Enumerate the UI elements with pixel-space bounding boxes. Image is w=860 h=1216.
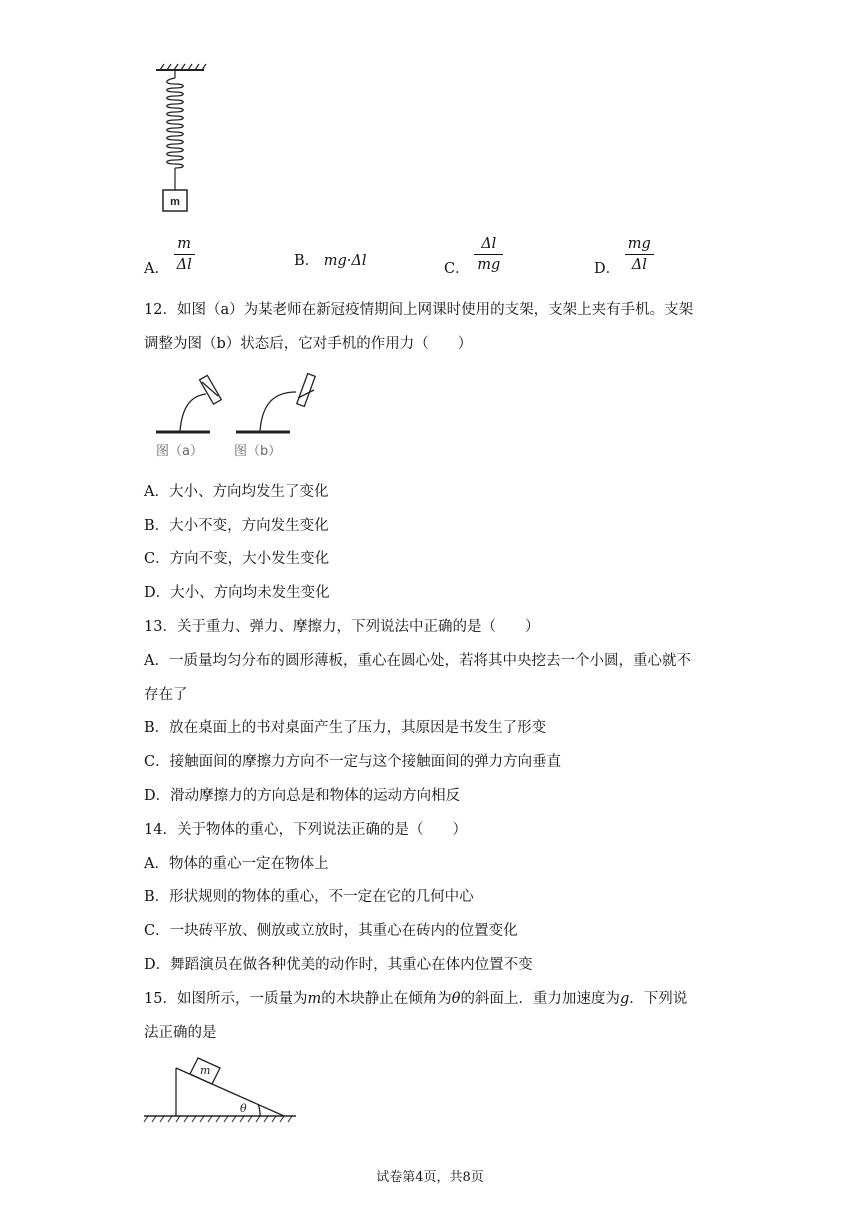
q13-stem: 13．关于重力、弹力、摩擦力，下列说法中正确的是（ ） <box>144 619 540 635</box>
q12-stem-line2: 调整为图（b）状态后，它对手机的作用力（ ） <box>144 336 473 352</box>
q11-option-d <box>594 236 654 277</box>
denominator: Δl <box>176 257 192 273</box>
q14-option-d: D．舞蹈演员在做各种优美的动作时，其重心在体内位置不变 <box>144 957 533 973</box>
q13-option-a-line2: 存在了 <box>144 687 188 703</box>
q14-option-a: A．物体的重心一定在物体上 <box>144 856 329 872</box>
q12-stem-line1: 12．如图（a）为某老师在新冠疫情期间上网课时使用的支架，支架上夹有手机。支架 <box>144 302 694 318</box>
option-label: A． <box>144 260 169 277</box>
q12-option-c: C．方向不变，大小发生变化 <box>144 551 330 567</box>
fraction <box>174 236 195 273</box>
q15-stem-part: 的斜面上．重力加速度为 <box>460 991 620 1007</box>
incline-mass-label: m <box>200 1064 211 1077</box>
q13-option-d: D．滑动摩擦力的方向总是和物体的运动方向相反 <box>144 788 461 804</box>
q12-option-b: B．大小不变，方向发生变化 <box>144 518 329 534</box>
numerator: Δl <box>474 236 503 255</box>
numerator: mg <box>625 236 654 255</box>
spring-mass-label: m <box>170 196 180 208</box>
page-footer: 试卷第4页，共8页 <box>376 1170 484 1185</box>
q11-option-c <box>444 236 503 277</box>
q11-option-b <box>294 249 367 270</box>
fraction <box>474 236 503 273</box>
q11-option-a <box>144 236 195 277</box>
q14-option-b: B．形状规则的物体的重心，不一定在它的几何中心 <box>144 889 474 905</box>
phone-stand-figure <box>150 368 330 464</box>
q14-stem: 14．关于物体的重心，下列说法正确的是（ ） <box>144 822 467 838</box>
g-symbol: g <box>619 991 630 1007</box>
figure-a-caption: 图（a） <box>156 444 203 459</box>
q12-option-d: D．大小、方向均未发生变化 <box>144 585 330 601</box>
denominator: mg <box>477 257 501 273</box>
q15-stem-part: 15．如图所示，一质量为 <box>144 991 308 1007</box>
figure-b-caption: 图（b） <box>234 444 282 459</box>
incline-block-figure <box>142 1050 302 1126</box>
theta-symbol: θ <box>451 991 461 1007</box>
q15-stem-line1 <box>144 987 687 1008</box>
spring-mass-figure <box>150 62 210 214</box>
q13-option-b: B．放在桌面上的书对桌面产生了压力，其原因是书发生了形变 <box>144 720 547 736</box>
q12-option-a: A．大小、方向均发生了变化 <box>144 484 329 500</box>
q14-option-c: C．一块砖平放、侧放或立放时，其重心在砖内的位置变化 <box>144 923 518 939</box>
q15-stem-part: 的木块静止在倾角为 <box>321 991 452 1007</box>
mass-symbol: m <box>307 991 322 1007</box>
q13-option-a-line1: A．一质量均匀分布的圆形薄板，重心在圆心处，若将其中央挖去一个小圆，重心就不 <box>144 653 691 669</box>
fraction <box>625 236 654 273</box>
q15-stem-line2: 法正确的是 <box>144 1025 217 1041</box>
q13-option-c: C．接触面间的摩擦力方向不一定与这个接触面间的弹力方向垂直 <box>144 754 562 770</box>
option-label: B． <box>294 253 320 269</box>
q15-stem-part: ．下列说 <box>629 991 688 1007</box>
option-label: C． <box>444 260 470 277</box>
option-expression: mg·Δl <box>323 253 367 269</box>
incline-angle-label: θ <box>240 1102 247 1115</box>
numerator: m <box>174 236 195 255</box>
denominator: Δl <box>631 257 647 273</box>
option-label: D． <box>594 260 621 277</box>
